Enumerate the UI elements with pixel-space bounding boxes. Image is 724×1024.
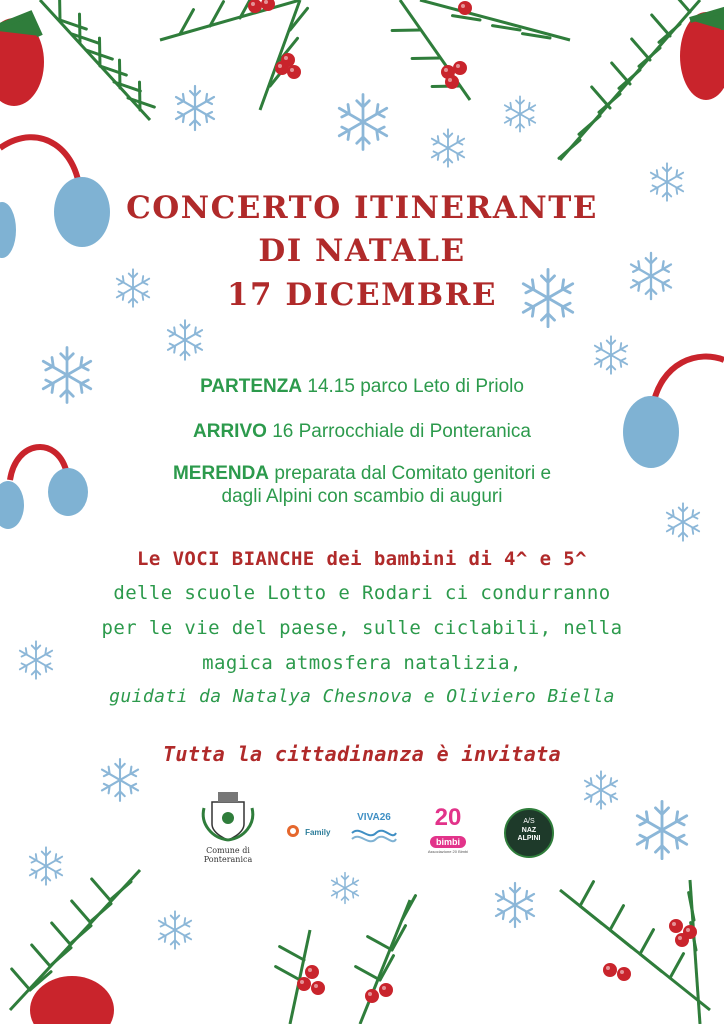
alpini-logo xyxy=(504,808,554,858)
snowflake-icon xyxy=(176,86,214,130)
bimbi-number: 20 xyxy=(434,804,462,831)
family-icon xyxy=(286,824,300,838)
snowflake-icon xyxy=(339,95,387,150)
earmuffs-icon xyxy=(623,357,724,468)
raspberry-icon xyxy=(0,14,44,106)
title-line-3: 17 DICEMBRE xyxy=(226,277,498,313)
raspberry-icon xyxy=(680,10,724,100)
snowflake-icon xyxy=(637,801,686,858)
partenza-text: 14.15 parco Leto di Priolo xyxy=(307,376,524,397)
title-line-1: CONCERTO ITINERANTE xyxy=(126,190,598,226)
viva-label: VIVA26 xyxy=(357,812,391,823)
body-line-5: guidati da Natalya Chesnova e Oliviero Biella xyxy=(109,686,615,707)
merenda-label: MERENDA xyxy=(172,463,270,484)
snowflake-icon xyxy=(496,883,534,927)
partenza-label: PARTENZA xyxy=(200,376,303,397)
arrivo-label: ARRIVO xyxy=(193,421,267,442)
arrivo-text: 16 Parrocchiale di Ponteranica xyxy=(272,421,531,442)
family-logo xyxy=(286,820,334,840)
pine-branch-bottom-right xyxy=(560,880,710,1024)
body-line-1: Le VOCI BIANCHE dei bambini di 4^ e 5^ xyxy=(137,548,587,570)
body-line-3: per le vie del paese, sulle ciclabili, nella xyxy=(101,617,623,639)
snowflake-icon xyxy=(505,96,535,131)
bimbi-logo xyxy=(424,806,472,862)
snowflake-icon xyxy=(432,129,464,166)
pine-branch-top-center xyxy=(160,0,570,110)
body-line-2: delle scuole Lotto e Rodari ci condurranno xyxy=(113,582,611,604)
bimbi-word: bimbi xyxy=(430,836,466,848)
snowflake-icon xyxy=(667,503,699,540)
comune-label-1: Comune di xyxy=(206,846,250,855)
pine-branch-bottom-center xyxy=(276,896,422,1024)
raspberry-icon xyxy=(30,976,114,1024)
snowflake-icon xyxy=(30,847,62,884)
merenda-line xyxy=(0,463,724,485)
viva-logo xyxy=(350,812,398,852)
arrivo-line xyxy=(0,421,724,443)
snowflake-icon xyxy=(159,911,191,948)
body-line-4: magica atmosfera natalizia, xyxy=(202,652,522,674)
invitation-text: Tutta la cittadinanza è invitata xyxy=(162,742,562,766)
family-label: Family xyxy=(305,828,331,837)
pine-branch-top-left xyxy=(40,0,154,120)
comune-logo xyxy=(198,790,258,870)
snowflake-icon xyxy=(585,771,617,808)
snowflake-icon xyxy=(168,320,202,360)
snowflake-icon xyxy=(595,336,627,373)
alpini-top: A/S xyxy=(523,818,535,825)
partenza-line xyxy=(0,376,724,398)
title-line-2: DI NATALE xyxy=(258,233,466,269)
alpini-label: NAZ ALPINI xyxy=(517,827,541,842)
snowflake-icon xyxy=(332,873,359,904)
bimbi-subtitle: Associazione 20 Bimbi xyxy=(427,849,469,854)
comune-label-2: Ponteranica xyxy=(203,855,253,864)
merenda-text-2: dagli Alpini con scambio di auguri xyxy=(221,486,503,507)
wave-icon xyxy=(350,823,398,845)
pine-branch-top-right xyxy=(556,0,700,160)
merenda-text-1: preparata dal Comitato genitori e xyxy=(274,463,552,484)
coat-of-arms-icon xyxy=(198,790,258,842)
